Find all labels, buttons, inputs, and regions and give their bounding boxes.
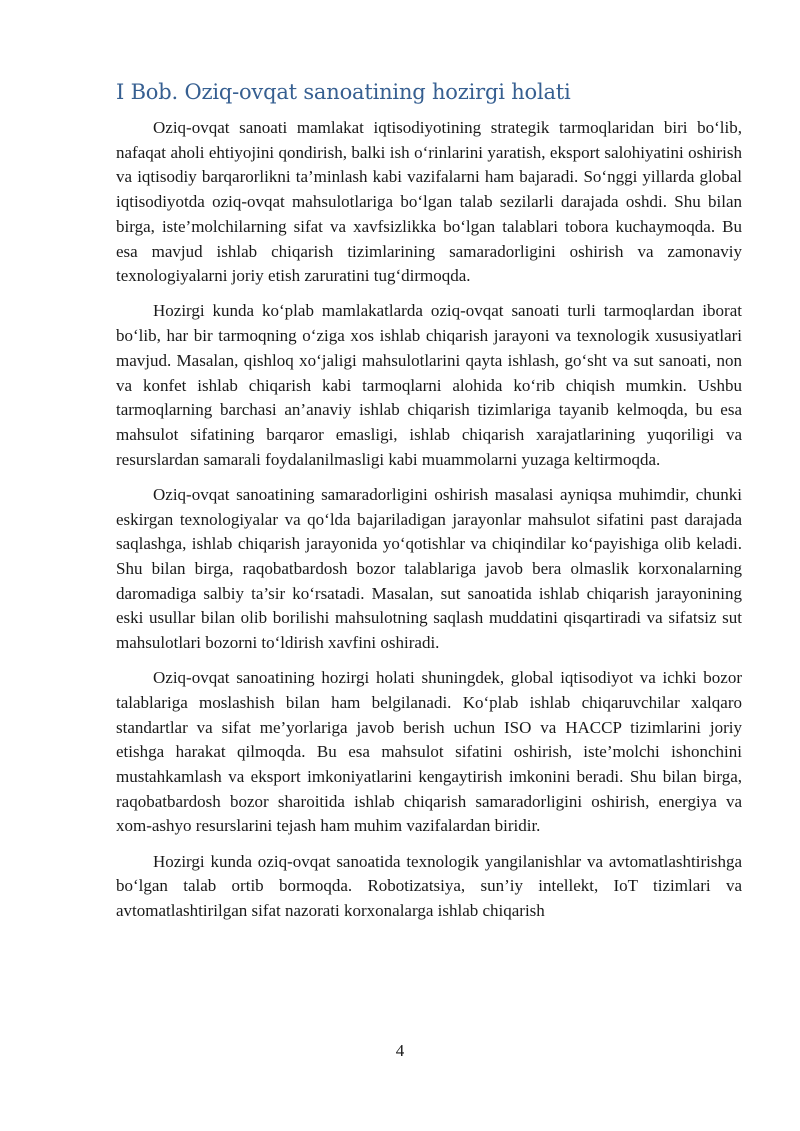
page-content	[116, 78, 742, 934]
paragraph-4: Oziq-ovqat sanoatining hozirgi holati shuningdek, global iqtisodiyot va ichki bozor talablariga moslashish bilan ham belgilanadi. Ko‘plab ishlab chiqaruvchilar xalqaro standartlar va sifat me’yorlariga javob berish uchun ISO va HACCP tizimlarini joriy etishga harakat qilmoqda. Bu esa mahsulot sifatini oshirish, iste’molchi ishonchini mustahkamlash va eksport imkoniyatlarini kengaytirish imkonini beradi. Shu bilan birga, raqobatbardosh bozor sharoitida ishlab chiqarish samaradorligini oshirish, energiya va xom-ashyo resurslarini tejash ham muhim vazifalardan biridir.	[116, 668, 742, 836]
chapter-heading: I Bob. Oziq-ovqat sanoatining hozirgi holati	[116, 80, 571, 104]
paragraph-1: Oziq-ovqat sanoati mamlakat iqtisodiyotining strategik tarmoqlaridan biri bo‘lib, nafaqat aholi ehtiyojini qondirish, balki ish o‘rinlarini yaratish, eksport salohiyatini oshirish va iqtisodiy barqarorlikni ta’minlash kabi vazifalarni ham bajaradi. So‘nggi yillarda global iqtisodiyotda oziq-ovqat mahsulotlariga bo‘lgan talab sezilarli darajada oshdi. Shu bilan birga, iste’molchilarning sifat va xavfsizlikka bo‘lgan talablari tobora kuchaymoqda. Bu esa mavjud ishlab chiqarish tizimlarining samaradorligini oshirish va zamonaviy texnologiyalarni joriy etish zaruratini tug‘dirmoqda.	[116, 118, 742, 286]
paragraph-2: Hozirgi kunda ko‘plab mamlakatlarda oziq-ovqat sanoati turli tarmoqlardan iborat bo‘lib, har bir tarmoqning o‘ziga xos ishlab chiqarish jarayoni va texnologik xususiyatlari mavjud. Masalan, qishloq xo‘jaligi mahsulotlarini qayta ishlash, go‘sht va sut sanoati, non va konfet ishlab chiqarish kabi tarmoqlarni alohida ko‘rib chiqish mumkin. Ushbu tarmoqlarning barchasi an’anaviy ishlab chiqarish tizimlariga tayanib kelmoqda, bu esa mahsulot sifatining barqaror emasligi, ishlab chiqarish xarajatlarining yuqoriligi va resurslardan samarali foydalanilmasligi kabi muammolarni yuzaga keltirmoqda.	[116, 301, 742, 469]
page-number: 4	[395, 1041, 405, 1060]
paragraph-5: Hozirgi kunda oziq-ovqat sanoatida texnologik yangilanishlar va avtomatlashtirishga bo‘lgan talab ortib bormoqda. Robotizatsiya, sun’iy intellekt, IoT tizimlari va avtomatlashtirilgan sifat nazorati korxonalarga ishlab chiqarish	[116, 851, 742, 921]
paragraph-3: Oziq-ovqat sanoatining samaradorligini oshirish masalasi ayniqsa muhimdir, chunki eskirgan texnologiyalar va qo‘lda bajariladigan jarayonlar mahsulot sifatini past darajada saqlashga, ishlab chiqarish jarayonida yo‘qotishlar va chiqindilar ko‘payishiga olib keladi. Shu bilan birga, raqobatbardosh bozor talablariga javob bera olmaslik korxonalarning daromadiga salbiy ta’sir ko‘rsatadi. Masalan, sut sanoatida ishlab chiqarish jarayonining eski usullar bilan olib borilishi mahsulotning saqlash muddatini qisqartiradi va sifatsiz sut mahsulotlari bozorni to‘ldirish xavfini oshiradi.	[116, 484, 742, 653]
